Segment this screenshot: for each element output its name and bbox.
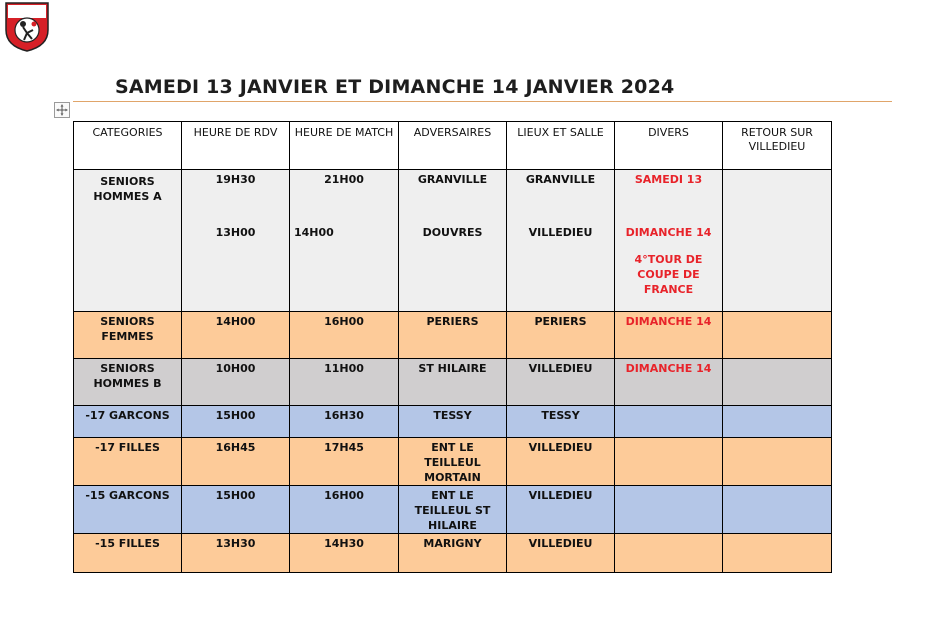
table-row — [74, 534, 832, 573]
cell-lieux: VILLEDIEU — [507, 534, 615, 573]
header-heure-match: HEURE DE MATCH — [290, 122, 399, 170]
cell-adversaires: ENT LE TEILLEUL ST HILAIRE — [399, 486, 507, 534]
lieu-1: GRANVILLE — [525, 173, 596, 186]
table-row — [74, 170, 832, 312]
club-logo — [2, 0, 52, 52]
cell-retour — [723, 312, 832, 359]
cell-rdv: 16H45 — [182, 438, 290, 486]
divers-3: 4°TOUR DE COUPE DE FRANCE — [634, 253, 703, 296]
cell-divers — [615, 534, 723, 573]
adversaire-1: GRANVILLE — [417, 173, 488, 186]
cell-rdv — [182, 170, 290, 312]
handball-club-shield-icon — [2, 0, 52, 52]
rdv-2: 13H00 — [215, 226, 256, 239]
cell-rdv: 15H00 — [182, 486, 290, 534]
cell-match — [290, 170, 399, 312]
table-row — [74, 406, 832, 438]
divers-2: DIMANCHE 14 — [625, 226, 712, 239]
cell-match: 16H00 — [290, 486, 399, 534]
cell-retour — [723, 486, 832, 534]
table-move-handle[interactable] — [54, 102, 70, 118]
title-underline — [73, 101, 892, 102]
header-adversaires: ADVERSAIRES — [399, 122, 507, 170]
adversaire-2: DOUVRES — [422, 226, 483, 239]
cell-adversaires: ST HILAIRE — [399, 359, 507, 406]
header-divers: DIVERS — [615, 122, 723, 170]
match-1: 21H00 — [324, 173, 364, 186]
header-retour: RETOUR SUR VILLEDIEU — [723, 122, 832, 170]
cell-rdv: 10H00 — [182, 359, 290, 406]
cell-categorie: SENIORS HOMMES B — [74, 359, 182, 406]
cell-categorie: SENIORS HOMMES A — [74, 170, 182, 312]
cell-adversaires: PERIERS — [399, 312, 507, 359]
cell-lieux — [507, 170, 615, 312]
cell-adversaires: MARIGNY — [399, 534, 507, 573]
cell-categorie: -17 GARCONS — [74, 406, 182, 438]
cell-divers — [615, 486, 723, 534]
cell-adversaires — [399, 170, 507, 312]
cell-divers — [615, 406, 723, 438]
cell-rdv: 13H30 — [182, 534, 290, 573]
table-row — [74, 486, 832, 534]
cell-categorie: -15 FILLES — [74, 534, 182, 573]
header-lieux: LIEUX ET SALLE — [507, 122, 615, 170]
page-title: SAMEDI 13 JANVIER ET DIMANCHE 14 JANVIER 2024 — [115, 76, 675, 98]
cell-lieux: VILLEDIEU — [507, 359, 615, 406]
cell-rdv: 14H00 — [182, 312, 290, 359]
cell-match: 11H00 — [290, 359, 399, 406]
cell-rdv: 15H00 — [182, 406, 290, 438]
cell-lieux: VILLEDIEU — [507, 438, 615, 486]
cell-divers — [615, 170, 723, 312]
cell-lieux: VILLEDIEU — [507, 486, 615, 534]
table-header-row — [74, 122, 832, 170]
cell-retour — [723, 359, 832, 406]
schedule-table — [73, 121, 832, 573]
cell-retour — [723, 438, 832, 486]
table-row — [74, 359, 832, 406]
match-2: 14H00 — [294, 226, 334, 239]
cell-retour — [723, 534, 832, 573]
cell-lieux: TESSY — [507, 406, 615, 438]
cell-match: 17H45 — [290, 438, 399, 486]
cell-adversaires: TESSY — [399, 406, 507, 438]
rdv-1: 19H30 — [215, 173, 256, 186]
cell-lieux: PERIERS — [507, 312, 615, 359]
cell-match: 16H30 — [290, 406, 399, 438]
cell-adversaires: ENT LE TEILLEUL MORTAIN — [399, 438, 507, 486]
table-row — [74, 438, 832, 486]
cell-retour — [723, 170, 832, 312]
table-row — [74, 312, 832, 359]
cell-match: 14H30 — [290, 534, 399, 573]
cell-categorie: -15 GARCONS — [74, 486, 182, 534]
cell-divers: DIMANCHE 14 — [615, 312, 723, 359]
cell-match: 16H00 — [290, 312, 399, 359]
cell-divers — [615, 438, 723, 486]
cell-categorie: -17 FILLES — [74, 438, 182, 486]
cell-retour — [723, 406, 832, 438]
header-heure-rdv: HEURE DE RDV — [182, 122, 290, 170]
lieu-2: VILLEDIEU — [528, 226, 593, 239]
divers-1: SAMEDI 13 — [634, 173, 703, 186]
cell-categorie: SENIORS FEMMES — [74, 312, 182, 359]
header-categories: CATEGORIES — [74, 122, 182, 170]
cell-divers: DIMANCHE 14 — [615, 359, 723, 406]
move-arrows-icon — [56, 104, 68, 116]
